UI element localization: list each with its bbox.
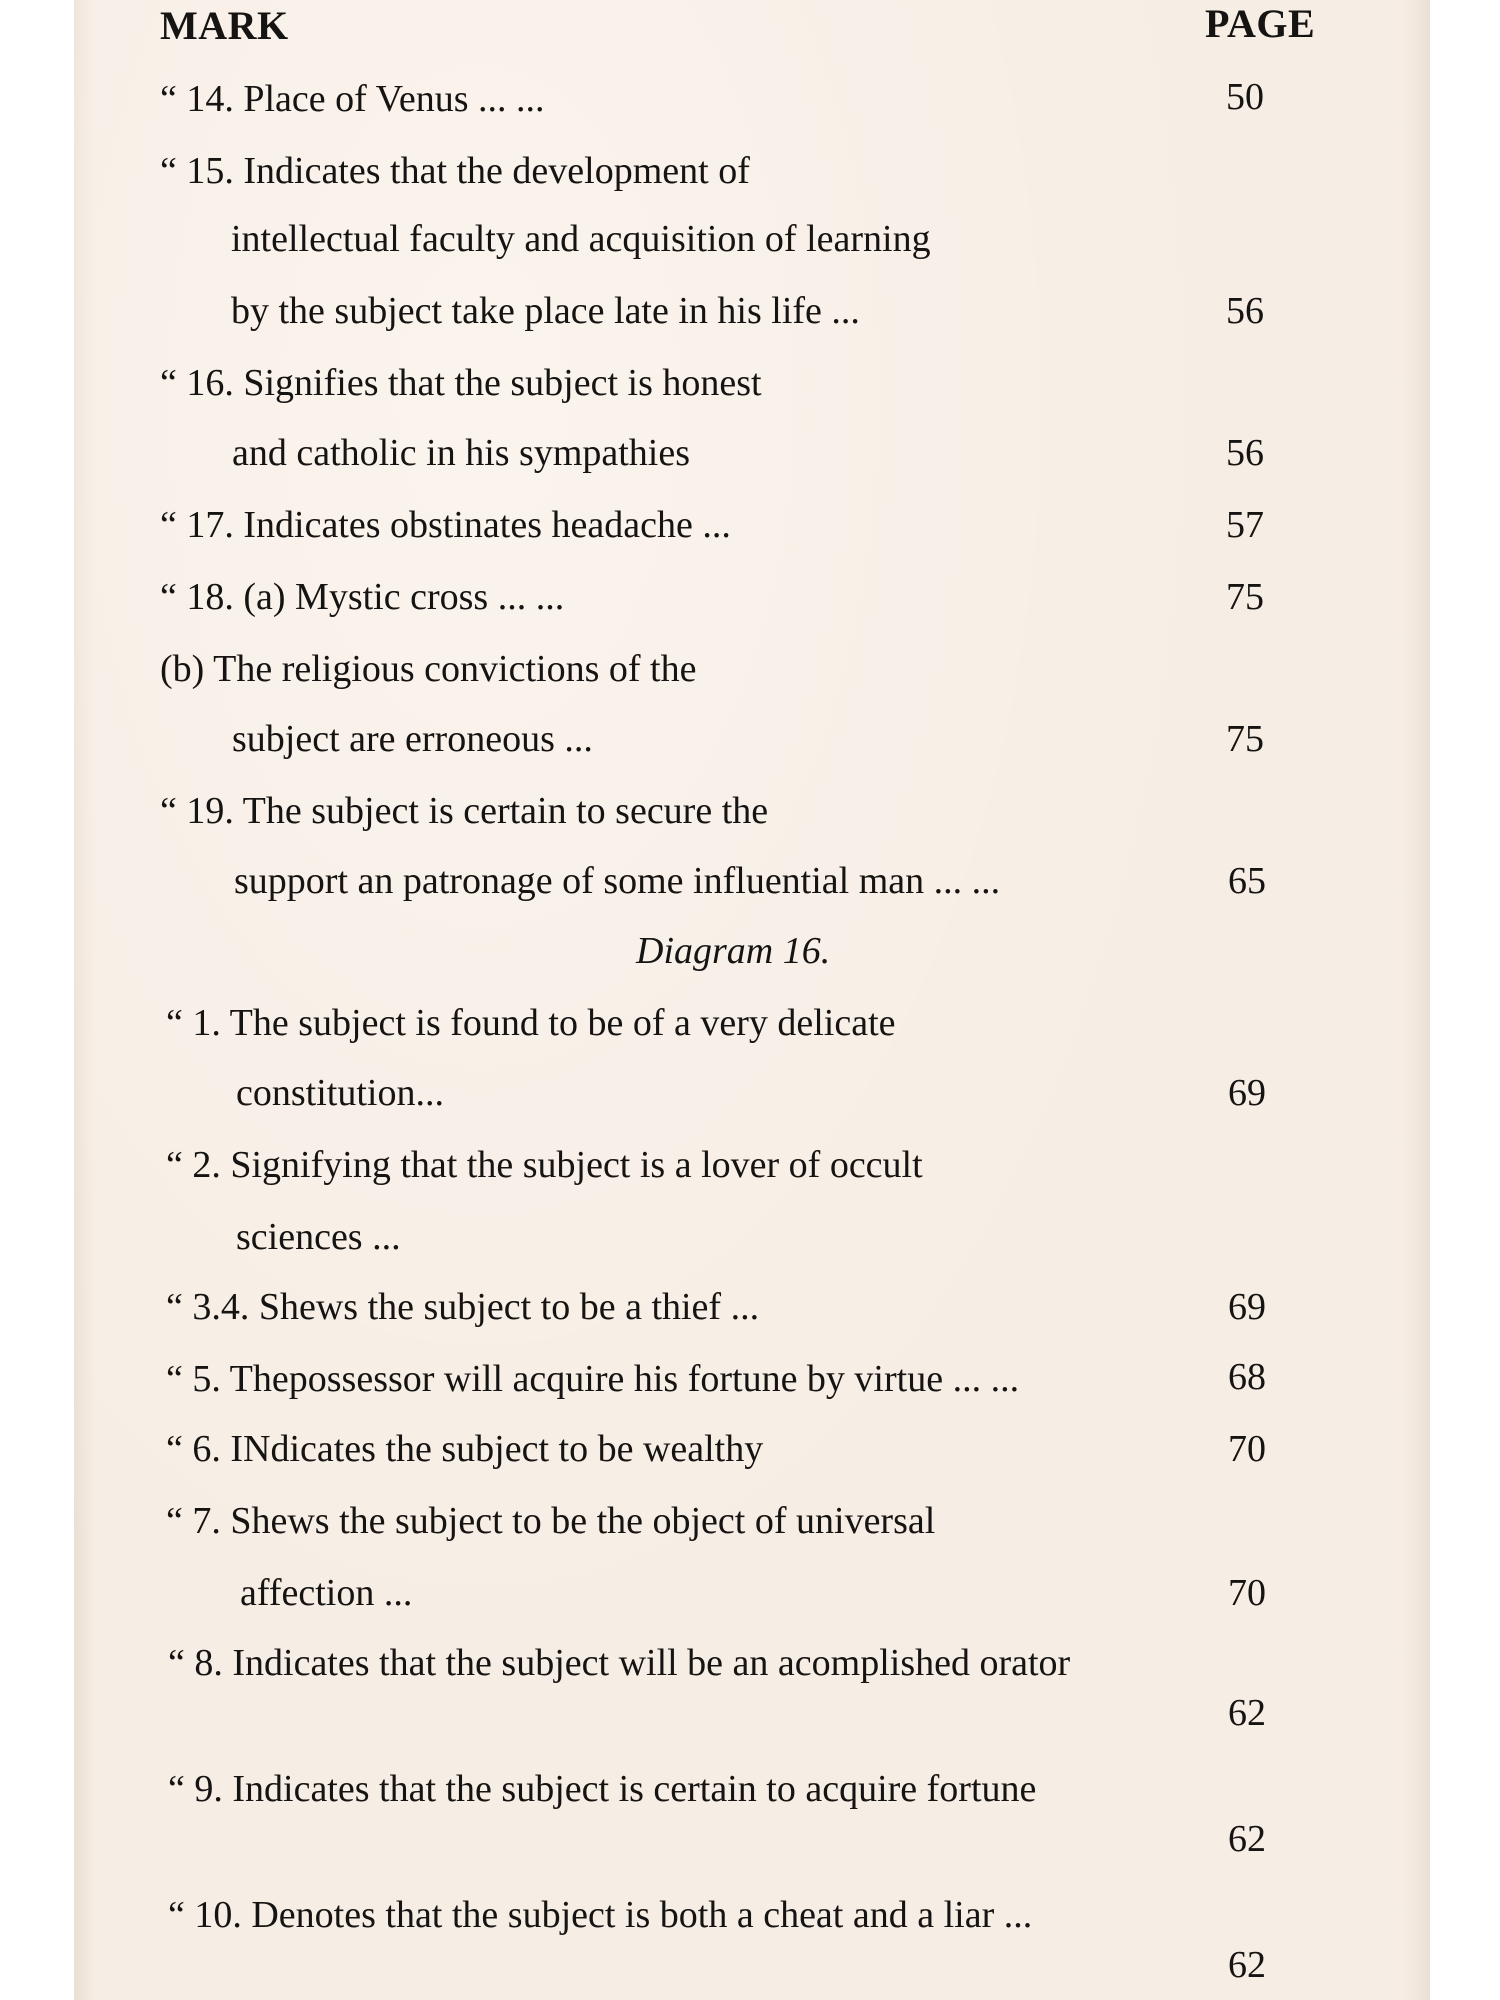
entry-line: “ 8. Indicates that the subject will be an acomplished orator [168,1642,1071,1684]
page-number: 56 [1226,290,1264,332]
page-number: 62 [1228,1944,1266,1986]
page-number: 70 [1228,1428,1266,1470]
page-column-header: PAGE [1205,1,1316,46]
entry-line: “ 5. Thepossessor will acquire his fortune by virtue ... ... [166,1358,1020,1400]
entry-line: intellectual faculty and acquisition of learning [231,218,931,260]
page-number: 62 [1228,1818,1266,1860]
page-number: 62 [1228,1692,1266,1734]
page-number: 65 [1228,860,1266,902]
entry-line: “ 9. Indicates that the subject is certain to acquire fortune [168,1768,1037,1810]
entry-line: “ 10. Denotes that the subject is both a cheat and a liar ... [168,1894,1033,1936]
entry-line: and catholic in his sympathies [232,432,691,474]
page-number: 75 [1226,576,1264,618]
page-number: 68 [1228,1356,1266,1398]
entry-line: “ 3.4. Shews the subject to be a thief ... [166,1286,760,1328]
entry-line: “ 7. Shews the subject to be the object of universal [166,1500,936,1542]
entry-line: constitution... [236,1072,444,1114]
page-number: 69 [1228,1286,1266,1328]
entry-line: affection ... [240,1572,413,1614]
page-number: 50 [1226,76,1264,118]
entry-line: “ 6. INdicates the subject to be wealthy [166,1428,764,1470]
entry-line: by the subject take place late in his life ... [231,290,860,332]
show-through-text [1004,62,1013,104]
entry-line: support an patronage of some influential man ... ... [234,860,1001,902]
entry-line: “ 19. The subject is certain to secure the [160,790,769,832]
entry-line: “ 14. Place of Venus ... ... [160,78,545,120]
page-number: 56 [1226,432,1264,474]
page-number: 69 [1228,1072,1266,1114]
page-number: 70 [1228,1572,1266,1614]
page-number: 57 [1226,504,1264,546]
entry-line: (b) The religious convictions of the [160,648,697,690]
entry-line: “ 2. Signifying that the subject is a lover of occult [166,1144,923,1186]
entry-line: “ 18. (a) Mystic cross ... ... [160,576,565,618]
entry-line: “ 1. The subject is found to be of a very delicate [166,1002,896,1044]
entry-line: “ 15. Indicates that the development of [160,150,750,192]
mark-column-header: MARK [160,3,289,48]
entry-line: “ 17. Indicates obstinates headache ... [160,504,731,546]
entry-line: subject are erroneous ... [232,718,593,760]
entry-line: “ 16. Signifies that the subject is honest [160,362,762,404]
diagram-heading: Diagram 16. [636,930,831,972]
book-page [74,0,1430,2000]
entry-line: sciences ... [236,1216,401,1258]
page-number: 75 [1226,718,1264,760]
